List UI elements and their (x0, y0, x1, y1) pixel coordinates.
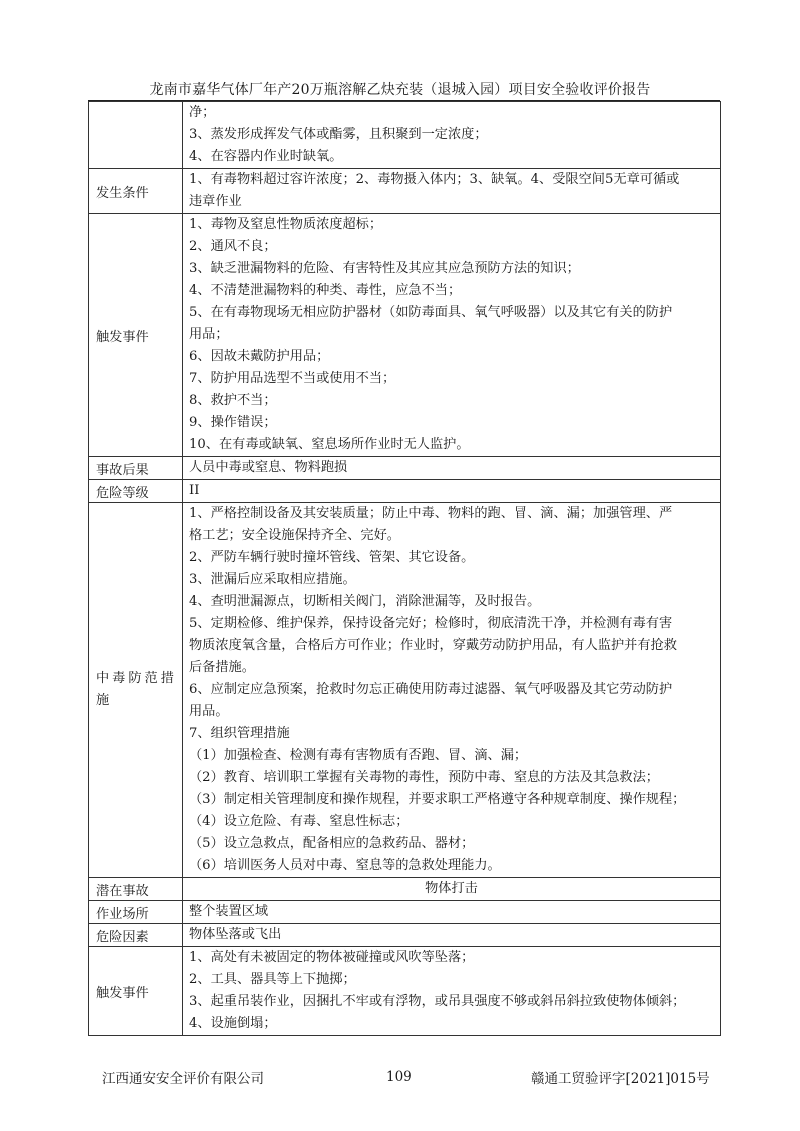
trigger-events-content (183, 214, 721, 457)
row-label: 发生条件 (89, 169, 183, 214)
table-row-risk-factor (89, 924, 721, 947)
continued-content (183, 102, 721, 169)
consequence-value: 人员中毒或窒息、物料跑损 (189, 460, 348, 475)
potential-accident-value: 物体打击 (425, 881, 478, 896)
row-label: 潜在事故 (89, 878, 183, 901)
text-line: 用品。 (189, 704, 229, 719)
text-line: （6）培训医务人员对中毒、窒息等的急救处理能力。 (189, 858, 501, 873)
table-row-trigger-events-2 (89, 947, 721, 1036)
text-line: 1、严格控制设备及其安装质量；防止中毒、物料的跑、冒、滴、漏；加强管理、严 (189, 506, 673, 521)
text-line: 3、泄漏后应采取相应措施。 (189, 572, 356, 587)
text-line: 6、因故未戴防护用品； (189, 349, 330, 364)
text-line: （3）制定相关管理制度和操作规程，并要求职工严格遵守各种规章制度、操作规程； (189, 792, 686, 807)
text-line: 1、高处有未被固定的物体被碰撞或风吹等坠落； (189, 950, 475, 965)
text-line: （2）教育、培训职工掌握有关毒物的毒性，预防中毒、窒息的方法及其急救法； (189, 770, 659, 785)
text-line: 3、缺乏泄漏物料的危险、有害特性及其应其应急预防方法的知识； (189, 261, 580, 276)
text-line: 物质浓度氧含量，合格后方可作业；作业时，穿戴劳动防护用品，有人监护并有抢救 (189, 638, 677, 653)
footer-company: 江西通安安全评价有限公司 (102, 1071, 264, 1087)
text-line: 1、毒物及窒息性物质浓度超标； (189, 217, 383, 232)
empty-label-cell (89, 102, 183, 169)
row-label: 危险等级 (89, 480, 183, 503)
hazard-analysis-table (88, 101, 721, 1036)
text-line: 4、设施倒塌； (189, 1016, 277, 1031)
risk-level-value: II (189, 483, 200, 498)
text-line: 4、在容器内作业时缺氧。 (189, 149, 343, 164)
page-number: 109 (386, 1069, 412, 1085)
text-line: 7、组织管理措施 (189, 726, 290, 741)
text-line: 格工艺；安全设施保持齐全、完好。 (189, 528, 400, 543)
text-line: 7、防护用品选型不当或使用不当； (189, 371, 396, 386)
text-line: 6、应制定应急预案，抢救时勿忘正确使用防毒过滤器、氧气呼吸器及其它劳动防护 (189, 682, 673, 697)
text-line: 5、定期检修、维护保养，保持设备完好；检修时，彻底清洗干净，并检测有毒有害 (189, 616, 673, 631)
row-label: 危险因素 (89, 924, 183, 947)
text-line: （4）设立危险、有毒、窒息性标志； (189, 814, 409, 829)
row-label-line: 施 (96, 693, 110, 708)
text-line: 违章作业 (189, 194, 242, 209)
table-row-continued (89, 102, 721, 169)
prevention-content (183, 503, 721, 878)
text-line: 5、在有毒物现场无相应防护器材（如防毒面具、氧气呼吸器）以及其它有关的防护 (189, 305, 673, 320)
text-line: 用品； (189, 327, 229, 342)
text-line: 3、起重吊装作业，因捆扎不牢或有浮物，或吊具强度不够或斜吊斜拉致使物体倾斜； (189, 994, 686, 1009)
text-line: 2、严防车辆行驶时撞坏管线、管架、其它设备。 (189, 550, 475, 565)
table-row-prevention (89, 503, 721, 878)
table-row-risk-level (89, 480, 721, 503)
text-line: （1）加强检查、检测有毒有害物质有否跑、冒、滴、漏； (189, 748, 528, 763)
trigger-events-2-content (183, 947, 721, 1036)
text-line: 2、工具、器具等上下抛掷； (189, 972, 356, 987)
row-label: 触发事件 (89, 214, 183, 457)
page-header-title: 龙南市嘉华气体厂年产20万瓶溶解乙炔充装（退城入园）项目安全验收评价报告 (149, 82, 651, 98)
row-label: 触发事件 (89, 947, 183, 1036)
occur-condition-content (183, 169, 721, 214)
risk-factor-value: 物体坠落或飞出 (189, 927, 282, 942)
row-label-line: 中毒防范措 (96, 671, 177, 686)
table-row-work-place (89, 901, 721, 924)
text-line: 10、在有毒或缺氧、窒息场所作业时无人监护。 (189, 437, 470, 452)
text-line: 4、查明泄漏源点，切断相关阀门，消除泄漏等，及时报告。 (189, 594, 541, 609)
text-line: 2、通风不良； (189, 239, 277, 254)
row-label: 事故后果 (89, 457, 183, 480)
row-label: 作业场所 (89, 901, 183, 924)
text-line: （5）设立急救点，配备相应的急救药品、器材； (189, 836, 475, 851)
text-line: 3、蒸发形成挥发气体或酯雾，且积聚到一定浓度； (189, 127, 488, 142)
text-line: 后备措施。 (189, 660, 255, 675)
row-label (89, 503, 183, 878)
table-row-occur-condition (89, 169, 721, 214)
table-row-consequence (89, 457, 721, 480)
text-line: 净； (189, 105, 216, 120)
work-place-value: 整个装置区域 (189, 904, 269, 919)
table-row-trigger-events (89, 214, 721, 457)
footer-doc-number: 赣通工贸验评字[2021]015号 (531, 1071, 710, 1087)
text-line: 1、有毒物料超过容许浓度；2、毒物摄入体内；3、缺氧。4、受限空间5无章可循或 (189, 172, 680, 187)
text-line: 4、不清楚泄漏物料的种类、毒性，应急不当； (189, 283, 462, 298)
text-line: 9、操作错误； (189, 415, 277, 430)
text-line: 8、救护不当； (189, 393, 277, 408)
table-row-potential-accident (89, 878, 721, 901)
